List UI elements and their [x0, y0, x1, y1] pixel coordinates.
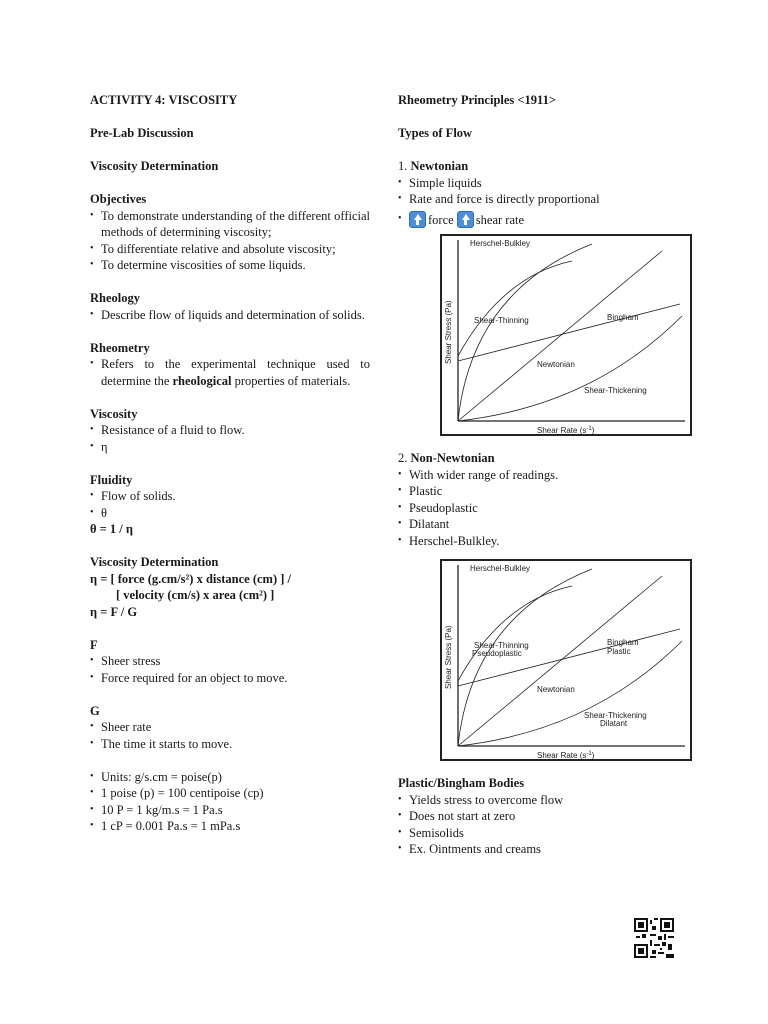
curve-newtonian	[458, 251, 662, 421]
label-pseudoplastic: Pseudoplastic	[472, 649, 522, 658]
plastic-bingham-heading: Plastic/Bingham Bodies	[398, 776, 525, 790]
x-axis-label: Shear Rate $(s^{-1})$	[537, 751, 595, 759]
prelab-heading: Pre-Lab Discussion	[90, 126, 194, 140]
newtonian-number: 1.	[398, 159, 411, 173]
list-item: • 1 cP = 0.001 Pa.s = 1 mPa.s	[90, 818, 370, 835]
label-dilatant: Dilatant	[600, 719, 628, 728]
list-item: • Resistance of a fluid to flow.	[90, 422, 370, 439]
list-item: • Pseudoplastic	[398, 500, 698, 517]
list-item: • To demonstrate understanding of the different official methods of determining viscosity;	[90, 208, 370, 241]
shear-rate-label: shear rate	[475, 212, 525, 227]
y-axis-label: Shear Stress (Pa)	[444, 625, 453, 689]
non-newtonian-heading	[398, 450, 698, 467]
viscosity-formula-line3: η = F / G	[90, 604, 138, 619]
list-item: • θ	[90, 505, 370, 522]
list-item: • η	[90, 439, 370, 456]
flow-curve-chart-2	[440, 559, 692, 761]
rheometry-list	[90, 356, 370, 389]
g-list	[90, 719, 370, 752]
list-item: • Rate and force is directly proportional	[398, 191, 698, 208]
viscosity-formula-line2: [ velocity (cm/s) x area (cm²) ]	[116, 588, 275, 602]
x-axis-label: Shear Rate $(s^{-1})$	[537, 426, 595, 434]
objectives-list	[90, 208, 370, 274]
fluidity-formula: θ = 1 / η	[90, 522, 133, 536]
list-item: • 10 P = 1 kg/m.s = 1 Pa.s	[90, 802, 370, 819]
list-item: • To differentiate relative and absolute viscosity;	[90, 241, 370, 258]
objectives-heading: Objectives	[90, 192, 147, 206]
list-item: • Yields stress to overcome flow	[398, 792, 698, 809]
flow-curve-chart-1	[440, 234, 692, 436]
viscosity-determination-heading: Viscosity Determination	[90, 159, 219, 173]
list-item: • Sheer rate	[90, 719, 370, 736]
label-bingham: Bingham	[607, 638, 639, 647]
rheology-heading: Rheology	[90, 291, 140, 305]
label-plastic: Plastic	[607, 647, 631, 656]
list-item: • 1 poise (p) = 100 centipoise (cp)	[90, 785, 370, 802]
list-item: • Force required for an object to move.	[90, 670, 370, 687]
flow-curve-svg-1	[442, 236, 690, 434]
rheometry-text-b: properties of materials.	[231, 373, 351, 388]
fluidity-heading: Fluidity	[90, 472, 133, 487]
viscosity-heading: Viscosity	[90, 406, 138, 421]
label-newtonian: Newtonian	[537, 685, 575, 694]
rheological-term: rheological	[172, 373, 232, 388]
list-item: • To determine viscosities of some liquids.	[90, 257, 370, 274]
label-shear-thinning: Shear-Thinning	[474, 316, 529, 325]
qr-code[interactable]	[634, 918, 674, 958]
newtonian-list	[398, 175, 698, 229]
label-shear-thickening: Shear-Thickening	[584, 386, 647, 395]
list-item: • With wider range of readings.	[398, 467, 698, 484]
label-shear-thickening: Shear-Thickening	[584, 711, 647, 720]
label-herschel-bulkley: Herschel-Bulkley	[470, 564, 531, 573]
left-column	[90, 92, 370, 835]
viscosity-list	[90, 422, 370, 455]
newtonian-title: Newtonian	[410, 159, 469, 173]
g-heading: G	[90, 703, 100, 718]
rheometry-principles-title: Rheometry Principles <1911>	[398, 93, 556, 107]
curve-shear-thinning-upper	[458, 244, 592, 421]
label-newtonian: Newtonian	[537, 360, 575, 369]
plastic-bingham-list	[398, 792, 698, 858]
list-item: • Flow of solids.	[90, 488, 370, 505]
list-item: • Simple liquids	[398, 175, 698, 192]
list-item: • Herschel-Bulkley.	[398, 533, 698, 550]
list-item: • Semisolids	[398, 825, 698, 842]
list-item: • Units: g/s.cm = poise(p)	[90, 769, 370, 786]
up-arrow-icon	[457, 211, 474, 228]
rheometry-heading: Rheometry	[90, 340, 150, 355]
label-shear-thinning: Shear-Thinning	[474, 641, 529, 650]
label-bingham: Bingham	[607, 313, 639, 322]
list-item: • Dilatant	[398, 516, 698, 533]
y-axis-label: Shear Stress (Pa)	[444, 300, 453, 364]
list-item: • The time it starts to move.	[90, 736, 370, 753]
f-heading: F	[90, 637, 98, 652]
units-list	[90, 769, 370, 835]
viscosity-determination-formula-heading: Viscosity Determination	[90, 555, 219, 569]
up-arrow-icon	[409, 211, 426, 228]
non-newtonian-number: 2.	[398, 451, 411, 465]
list-item: • Does not start at zero	[398, 808, 698, 825]
fluidity-list	[90, 488, 370, 521]
non-newtonian-list	[398, 467, 698, 550]
viscosity-formula-line1: η = [ force (g.cm/s²) x distance (cm) ] /	[90, 571, 292, 586]
rheometry-text-a: Refers to the experimental technique used to determine the	[101, 357, 370, 388]
flow-curve-svg-2	[442, 561, 690, 759]
label-herschel-bulkley: Herschel-Bulkley	[470, 239, 531, 248]
list-item	[90, 356, 370, 389]
curve-herschel-bulkley	[458, 586, 572, 681]
newtonian-heading	[398, 158, 698, 175]
force-label: force	[428, 212, 454, 227]
list-item	[398, 211, 698, 229]
right-column	[398, 92, 698, 858]
non-newtonian-title: Non-Newtonian	[410, 451, 495, 465]
types-of-flow-heading: Types of Flow	[398, 126, 473, 140]
list-item: • Plastic	[398, 483, 698, 500]
activity-title: ACTIVITY 4: VISCOSITY	[90, 93, 238, 107]
curve-herschel-bulkley	[458, 261, 572, 356]
list-item: • Describe flow of liquids and determination of solids.	[90, 307, 370, 324]
rheology-list	[90, 307, 370, 324]
curve-bingham	[458, 304, 680, 361]
f-list	[90, 653, 370, 686]
list-item: • Sheer stress	[90, 653, 370, 670]
list-item: • Ex. Ointments and creams	[398, 841, 698, 858]
curve-newtonian	[458, 576, 662, 746]
